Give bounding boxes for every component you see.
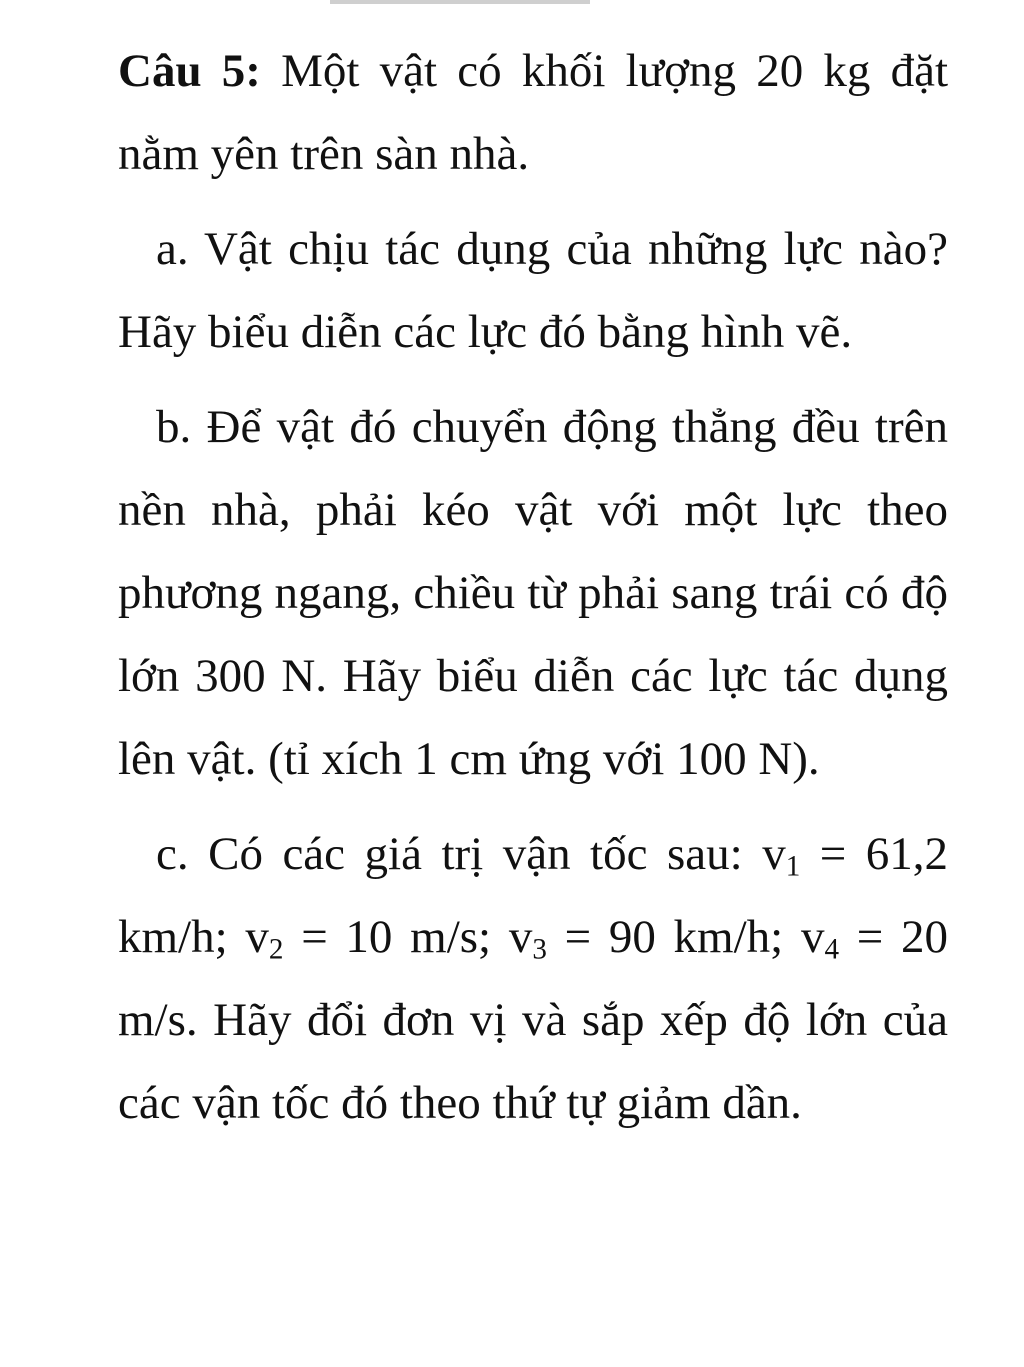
question-document bbox=[118, 30, 948, 1145]
question-stem-paragraph bbox=[118, 30, 948, 196]
v3-subscript: 3 bbox=[532, 933, 547, 966]
v1-symbol: v bbox=[762, 828, 786, 880]
v4-subscript: 4 bbox=[824, 933, 840, 966]
question-label: Câu 5: bbox=[118, 45, 261, 97]
v2-subscript: 2 bbox=[268, 933, 284, 966]
v3-value: = 90 km/h; bbox=[546, 911, 801, 963]
question-stem: Một vật có khối lượng 20 kg đặt nằm yên trên sàn nhà. bbox=[118, 45, 949, 180]
v4-value: = 20 m/s. bbox=[118, 911, 948, 1046]
v1-value: = 61,2 km/h; bbox=[118, 828, 948, 963]
v3-symbol: v bbox=[508, 911, 533, 963]
v4-symbol: v bbox=[800, 911, 825, 963]
v1-subscript: 1 bbox=[785, 850, 801, 883]
part-c-intro: c. Có các giá trị vận tốc sau: bbox=[156, 828, 763, 880]
part-c-tail: Hãy đổi đơn vị và sắp xếp độ lớn của các vận tốc đó theo thứ tự giảm dần. bbox=[118, 994, 948, 1129]
part-c-paragraph bbox=[118, 813, 948, 1145]
part-a-paragraph: a. Vật chịu tác dụng của những lực nào? Hãy biểu diễn các lực đó bằng hình vẽ. bbox=[118, 223, 948, 358]
top-edge-mark bbox=[330, 0, 590, 4]
part-b-paragraph: b. Để vật đó chuyển động thẳng đều trên nền nhà, phải kéo vật với một lực theo phương ngang, chiều từ phải sang trái có độ lớn 300 N. Hãy biểu diễn các lực tác dụng lên vật. (tỉ xích 1 cm ứng với 100 N). bbox=[118, 401, 948, 785]
v2-value: = 10 m/s; bbox=[283, 911, 509, 963]
v2-symbol: v bbox=[245, 911, 269, 963]
